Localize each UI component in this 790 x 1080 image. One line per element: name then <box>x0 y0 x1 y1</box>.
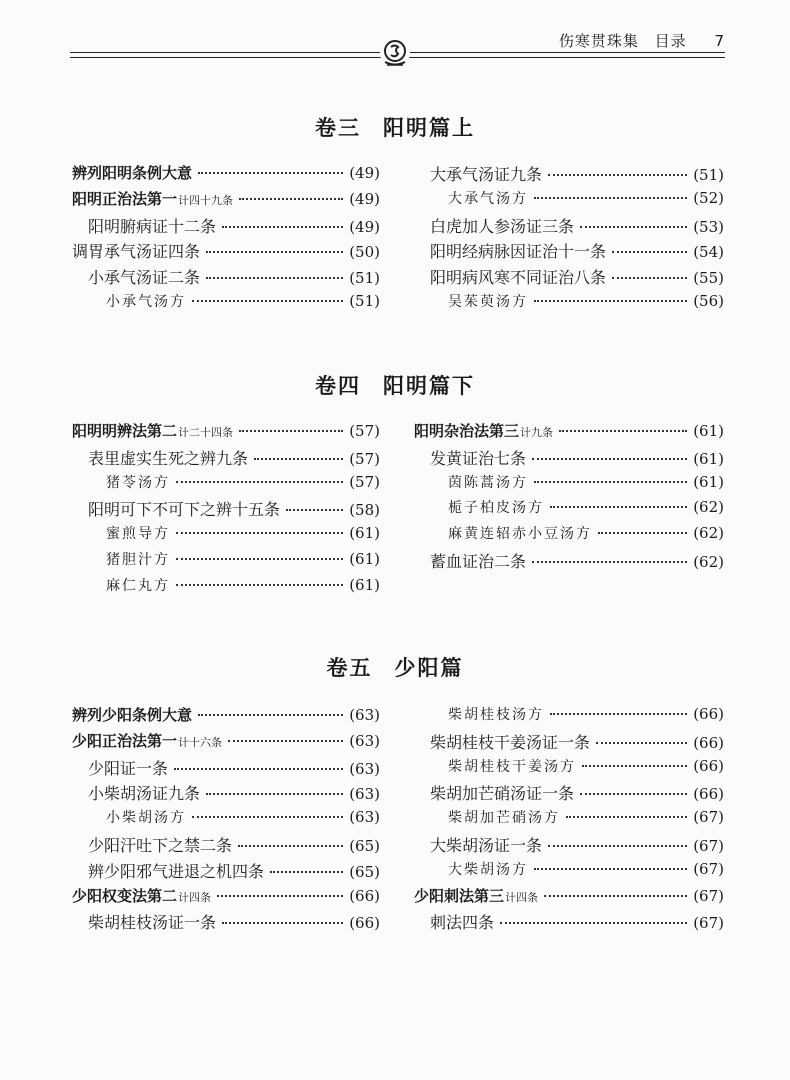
entry-count-note: 计二十四条 <box>178 426 234 439</box>
toc-entry <box>88 833 380 859</box>
toc-entry <box>430 446 724 472</box>
entry-title: 栀子柏皮汤方 <box>448 500 544 517</box>
entry-title: 柴胡加芒硝汤方 <box>448 810 560 827</box>
toc-entry <box>430 265 724 291</box>
toc-entry <box>72 188 380 214</box>
leader-dots <box>206 251 343 253</box>
entry-count-note: 计四条 <box>505 890 539 904</box>
entry-page-number: (63) <box>349 759 380 778</box>
book-title: 伤寒贯珠集 <box>558 32 639 50</box>
leader-dots <box>612 277 687 279</box>
entry-title: 辨列阳明条例大意 <box>72 164 193 182</box>
toc-entry <box>106 575 380 601</box>
entry-title: 表里虚实生死之辨九条 <box>88 448 249 468</box>
leader-dots <box>596 742 687 744</box>
volume-label: 卷五 <box>326 656 373 680</box>
entry-title: 阳明正治法第一 <box>72 189 178 208</box>
chapter-label: 阳明篇上 <box>383 116 475 140</box>
entry-title: 少阳证一条 <box>88 758 169 778</box>
toc-entry <box>430 549 724 575</box>
entry-title: 大柴胡汤证一条 <box>430 836 543 855</box>
entry-title: 阳明明辨法第二 <box>72 422 178 440</box>
entry-title: 吴茱萸汤方 <box>448 294 528 310</box>
leader-dots <box>580 793 687 795</box>
entry-title: 阳明杂治法第三 <box>414 422 520 440</box>
leader-dots <box>176 558 343 560</box>
entry-title: 大柴胡汤方 <box>448 861 528 878</box>
chapter-label: 阳明篇下 <box>383 374 475 398</box>
page-number: 7 <box>714 32 725 50</box>
entry-title: 阳明可下不可下之辨十五条 <box>88 500 281 520</box>
entry-title: 大承气汤方 <box>448 190 528 207</box>
leader-dots <box>176 481 343 483</box>
entry-page-number: (61) <box>693 472 724 491</box>
volume-label: 卷四 <box>315 374 361 398</box>
entry-page-number: (53) <box>693 217 724 236</box>
entry-title: 大承气汤证九条 <box>430 165 543 184</box>
section-title <box>0 112 790 142</box>
entry-count-note: 计四条 <box>178 890 212 904</box>
entry-title: 刺法四条 <box>430 913 495 933</box>
entry-title: 柴胡桂枝汤证一条 <box>88 913 217 933</box>
leader-dots <box>544 895 687 897</box>
leader-dots <box>548 845 687 847</box>
leader-dots <box>176 584 343 586</box>
entry-title: 发黄证治七条 <box>430 448 527 468</box>
entry-page-number: (61) <box>693 449 724 468</box>
entry-page-number: (50) <box>349 243 380 262</box>
toc-entry <box>88 214 380 240</box>
entry-title: 小柴胡汤方 <box>106 810 186 827</box>
entry-page-number: (55) <box>693 269 724 288</box>
toc-entry <box>430 781 724 807</box>
entry-title: 蜜煎导方 <box>106 526 170 543</box>
leader-dots <box>206 793 343 795</box>
entry-title: 阳明经病脉因证治十一条 <box>430 242 607 262</box>
entry-title: 柴胡桂枝干姜汤方 <box>448 758 576 775</box>
leader-dots <box>550 713 687 715</box>
toc-entry <box>72 420 380 446</box>
toc-entry <box>72 704 380 730</box>
entry-page-number: (66) <box>693 756 724 775</box>
leader-dots <box>198 172 343 174</box>
publisher-logo-icon <box>380 38 410 68</box>
entry-page-number: (49) <box>349 189 380 208</box>
leader-dots <box>206 277 343 279</box>
toc-entry <box>448 291 724 317</box>
entry-title: 辨少阳邪气进退之机四条 <box>88 861 265 881</box>
entry-page-number: (61) <box>693 422 724 440</box>
entry-title: 柴胡加芒硝汤证一条 <box>430 784 575 804</box>
leader-dots <box>532 458 687 460</box>
toc-entry <box>430 162 724 188</box>
entry-page-number: (57) <box>349 472 380 491</box>
entry-page-number: (49) <box>349 164 380 182</box>
toc-entry <box>72 885 380 911</box>
toc-entry <box>448 704 724 730</box>
entry-title: 阳明病风寒不同证治八条 <box>430 268 607 288</box>
toc-entry <box>430 214 724 240</box>
toc-entry <box>88 781 380 807</box>
entry-title: 少阳权变法第二 <box>72 886 178 905</box>
leader-dots <box>217 895 343 897</box>
entry-page-number: (52) <box>693 188 724 207</box>
entry-page-number: (56) <box>693 292 724 310</box>
volume-label: 卷三 <box>315 116 361 140</box>
entry-title: 茵陈蒿汤方 <box>448 474 528 491</box>
entry-page-number: (65) <box>349 837 380 855</box>
entry-title: 柴胡桂枝干姜汤证一条 <box>430 732 591 752</box>
entry-page-number: (67) <box>693 808 724 827</box>
toc-entry <box>430 910 724 936</box>
entry-title: 麻仁丸方 <box>106 577 170 594</box>
entry-page-number: (65) <box>349 862 380 881</box>
entry-count-note: 计十六条 <box>178 735 223 749</box>
leader-dots <box>192 816 343 818</box>
entry-page-number: (61) <box>349 575 380 594</box>
leader-dots <box>254 458 343 460</box>
leader-dots <box>176 532 343 534</box>
leader-dots <box>286 509 343 511</box>
toc-entry <box>72 162 380 188</box>
chapter-label: 少阳篇 <box>394 656 464 680</box>
entry-page-number: (66) <box>349 886 380 905</box>
toc-entry <box>106 291 380 317</box>
toc-entry <box>448 497 724 523</box>
toc-entry <box>414 420 724 446</box>
entry-count-note: 计九条 <box>520 426 554 439</box>
leader-dots <box>222 922 343 924</box>
toc-entry <box>448 188 724 214</box>
toc-entry <box>106 523 380 549</box>
leader-dots <box>582 765 687 767</box>
toc-entry <box>430 833 724 859</box>
entry-title: 少阳刺法第三 <box>414 886 505 905</box>
entry-title: 猪苓汤方 <box>106 474 170 491</box>
entry-title: 少阳汗吐下之禁二条 <box>88 836 233 855</box>
toc-entry <box>430 239 724 265</box>
entry-page-number: (57) <box>349 422 380 440</box>
leader-dots <box>559 430 687 432</box>
leader-dots <box>612 251 687 253</box>
toc-entry <box>72 730 380 756</box>
entry-title: 猪胆汁方 <box>106 552 170 568</box>
leader-dots <box>239 198 343 200</box>
entry-page-number: (54) <box>693 243 724 262</box>
entry-title: 小承气汤方 <box>106 294 186 310</box>
entry-page-number: (66) <box>693 705 724 723</box>
entry-page-number: (66) <box>349 914 380 933</box>
leader-dots <box>548 174 687 176</box>
entry-page-number: (51) <box>693 166 724 184</box>
entry-count-note: 计四十九条 <box>178 193 234 207</box>
toc-entry <box>88 910 380 936</box>
leader-dots <box>222 226 343 228</box>
toc-entry <box>414 885 724 911</box>
entry-page-number: (49) <box>349 217 380 236</box>
leader-dots <box>534 481 687 483</box>
toc-entry <box>448 807 724 833</box>
leader-dots <box>238 845 343 847</box>
entry-page-number: (58) <box>349 501 380 520</box>
leader-dots <box>532 561 687 563</box>
leader-dots <box>534 300 687 302</box>
leader-dots <box>228 740 343 742</box>
toc-entry <box>448 756 724 782</box>
entry-page-number: (51) <box>349 269 380 288</box>
toc-entry <box>106 807 380 833</box>
entry-title: 少阳正治法第一 <box>72 731 178 750</box>
toc-entry <box>88 265 380 291</box>
leader-dots <box>580 226 687 228</box>
toc-entry <box>88 446 380 472</box>
toc-entry <box>72 239 380 265</box>
toc-entry <box>106 549 380 575</box>
section-title <box>0 652 790 682</box>
entry-page-number: (67) <box>693 886 724 905</box>
leader-dots <box>550 506 687 508</box>
entry-title: 辨列少阳条例大意 <box>72 706 193 724</box>
toc-entry <box>88 756 380 782</box>
leader-dots <box>174 768 343 770</box>
toc-entry <box>106 472 380 498</box>
entry-page-number: (63) <box>349 706 380 724</box>
toc-entry <box>88 859 380 885</box>
entry-title: 蓄血证治二条 <box>430 552 527 571</box>
toc-entry <box>430 730 724 756</box>
entry-page-number: (63) <box>349 808 380 827</box>
entry-page-number: (62) <box>693 524 724 543</box>
section-name: 目录 <box>654 32 687 50</box>
entry-page-number: (67) <box>693 914 724 933</box>
entry-page-number: (67) <box>693 859 724 878</box>
entry-page-number: (63) <box>349 785 380 804</box>
leader-dots <box>270 871 343 873</box>
leader-dots <box>598 532 687 534</box>
leader-dots <box>534 868 687 870</box>
section-title <box>0 370 790 400</box>
page-header <box>70 28 725 68</box>
entry-title: 柴胡桂枝汤方 <box>448 707 544 723</box>
entry-page-number: (51) <box>349 292 380 310</box>
entry-page-number: (62) <box>693 553 724 571</box>
entry-page-number: (66) <box>693 733 724 752</box>
entry-title: 调胃承气汤证四条 <box>72 242 201 262</box>
entry-page-number: (61) <box>349 524 380 543</box>
entry-title: 白虎加人参汤证三条 <box>430 216 575 236</box>
leader-dots <box>534 197 687 199</box>
entry-page-number: (66) <box>693 785 724 804</box>
entry-page-number: (61) <box>349 550 380 568</box>
entry-title: 麻黄连轺赤小豆汤方 <box>448 526 592 543</box>
entry-page-number: (67) <box>693 837 724 855</box>
entry-page-number: (57) <box>349 449 380 468</box>
leader-dots <box>198 714 343 716</box>
toc-entry <box>88 497 380 523</box>
entry-page-number: (63) <box>349 731 380 750</box>
entry-page-number: (62) <box>693 498 724 517</box>
running-head <box>549 30 725 51</box>
entry-title: 阳明腑病证十二条 <box>88 216 217 236</box>
toc-entry <box>448 859 724 885</box>
leader-dots <box>239 430 343 432</box>
toc-entry <box>448 523 724 549</box>
leader-dots <box>192 300 343 302</box>
entry-title: 小承气汤证二条 <box>88 268 201 288</box>
leader-dots <box>566 816 687 818</box>
leader-dots <box>500 922 687 924</box>
entry-title: 小柴胡汤证九条 <box>88 784 201 804</box>
toc-entry <box>448 472 724 498</box>
